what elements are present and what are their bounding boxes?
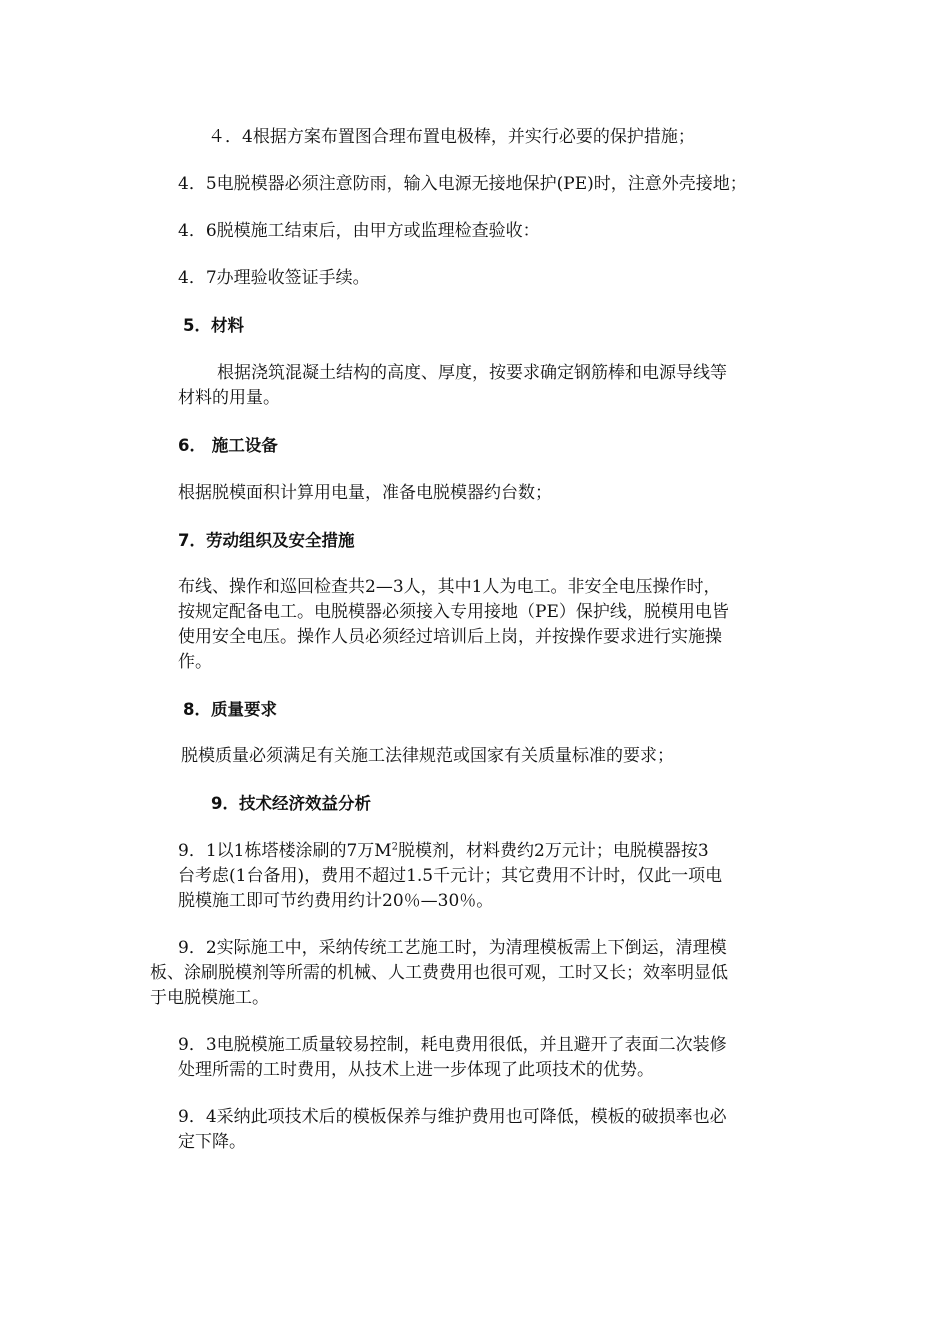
paragraph-9-1-line3: 脱模施工即可节约费用约计20％—30％。 — [178, 891, 494, 911]
paragraph-9-3-line2: 处理所需的工时费用，从技术上进一步体现了此项技术的优势。 — [178, 1060, 654, 1080]
heading-9: 9．技术经济效益分析 — [211, 794, 371, 813]
heading-6: 6． 施工设备 — [178, 436, 278, 455]
paragraph-9-2-line3: 于电脱模施工。 — [150, 988, 269, 1008]
paragraph-5-line1: 根据浇筑混凝土结构的高度、厚度，按要求确定钢筋棒和电源导线等 — [217, 363, 727, 383]
paragraph-9-2-line1: 9．2实际施工中，采纳传统工艺施工时，为清理模板需上下倒运，清理模 — [178, 938, 727, 958]
paragraph-9-2-line2: 板、涂刷脱模剂等所需的机械、人工费费用也很可观，工时又长；效率明显低 — [150, 963, 728, 983]
heading-7: 7．劳动组织及安全措施 — [178, 531, 355, 550]
paragraph-5-line2: 材料的用量。 — [178, 388, 280, 408]
paragraph-7-line4: 作。 — [178, 652, 212, 672]
paragraph-9-4-line2: 定下降。 — [178, 1132, 246, 1152]
paragraph-9-1-line2: 台考虑(1台备用)，费用不超过1.5千元计；其它费用不计时，仅此一项电 — [178, 866, 723, 886]
paragraph-8: 脱模质量必须满足有关施工法律规范或国家有关质量标准的要求； — [181, 746, 674, 766]
paragraph-9-1-line1 — [178, 839, 709, 864]
paragraph-9-1-line1-start: 9．1以1栋塔楼涂刷的7万M — [178, 841, 392, 861]
paragraph-7-line2: 按规定配备电工。电脱模器必须接入专用接地（PE）保护线，脱模用电皆 — [178, 602, 729, 622]
paragraph-4-4: ４．4根据方案布置图合理布置电极棒，并实行必要的保护措施； — [208, 127, 695, 147]
heading-5: 5．材料 — [183, 316, 244, 335]
paragraph-4-5: 4．5电脱模器必须注意防雨，输入电源无接地保护(PE)时，注意外壳接地； — [178, 174, 747, 194]
paragraph-7-line3: 使用安全电压。操作人员必须经过培训后上岗，并按操作要求进行实施操 — [178, 627, 722, 647]
paragraph-4-6: 4．6脱模施工结束后，由甲方或监理检查验收： — [178, 221, 540, 241]
paragraph-9-1-line1-end: 脱模剂，材料费约2万元计；电脱模器按3 — [398, 841, 709, 861]
heading-8: 8．质量要求 — [183, 700, 277, 719]
paragraph-9-3-line1: 9．3电脱模施工质量较易控制，耗电费用很低，并且避开了表面二次装修 — [178, 1035, 727, 1055]
paragraph-4-7: 4．7办理验收签证手续。 — [178, 268, 370, 288]
paragraph-6: 根据脱模面积计算用电量，准备电脱模器约台数； — [178, 483, 552, 503]
paragraph-9-4-line1: 9．4采纳此项技术后的模板保养与维护费用也可降低，模板的破损率也必 — [178, 1107, 727, 1127]
superscript-2: 2 — [391, 841, 399, 853]
paragraph-7-line1: 布线、操作和巡回检查共2—3人，其中1人为电工。非安全电压操作时， — [178, 577, 721, 597]
